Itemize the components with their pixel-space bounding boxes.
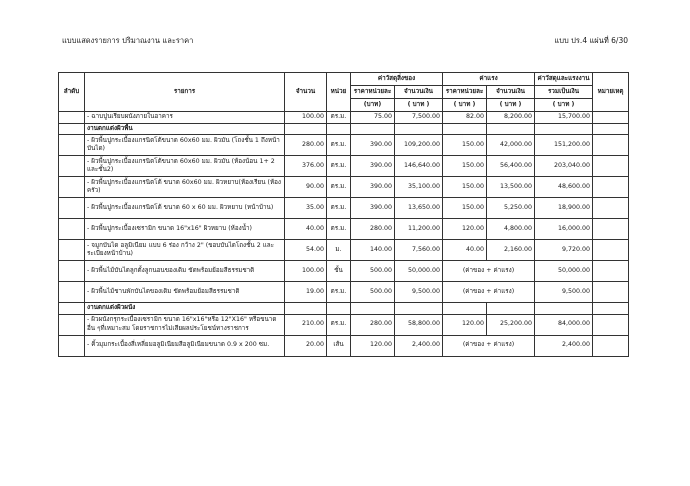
mat-amount-cell: 9,500.00 — [395, 282, 443, 303]
remark-cell — [593, 219, 629, 240]
table-row — [59, 219, 629, 240]
total-cell: 151,200.00 — [535, 135, 593, 156]
col-lab-unit-price: ราคาหน่วยละ — [443, 86, 487, 99]
remark-cell — [593, 282, 629, 303]
item-description: - ผิวพื้นไม้ชานพักบันไดของเดิม ขัดพร้อมย้อมสีธรรมชาติ — [85, 282, 285, 303]
item-description: - ผิวพื้นปูกระเบื้องแกรนิตโต้ ขนาด 60 x 60 มม. ผิวหยาบ (หน้าบ้าน) — [85, 198, 285, 219]
section-heading: งานตกแต่งผิวผนัง — [85, 303, 285, 315]
empty-cell — [351, 303, 395, 315]
total-cell: 48,600.00 — [535, 177, 593, 198]
unit-cell: ตร.ม. — [327, 282, 351, 303]
seq-cell — [59, 219, 85, 240]
qty-cell: 20.00 — [285, 335, 327, 356]
remark-cell — [593, 177, 629, 198]
item-description: - ผิวพื้นปูกระเบื้องแกรนิตโต้ ขนาด 60x60 มม. ผิวหยาบ(ห้องเรียน (ห้องครัว) — [85, 177, 285, 198]
col-total-group: ค่าวัสดุและแรงงาน — [535, 73, 593, 86]
empty-cell — [593, 303, 629, 315]
lab-unit-price-cell: 120.00 — [443, 314, 487, 335]
qty-cell: 40.00 — [285, 219, 327, 240]
unit-cell: ตร.ม. — [327, 135, 351, 156]
unit-cell: ม. — [327, 240, 351, 261]
col-total-sub: รวมเป็นเงิน — [535, 86, 593, 99]
unit-cell: ตร.ม. — [327, 219, 351, 240]
mat-unit-price-cell: 280.00 — [351, 219, 395, 240]
qty-cell: 100.00 — [285, 112, 327, 124]
lab-amount-cell: 2,160.00 — [487, 240, 535, 261]
qty-cell: 100.00 — [285, 261, 327, 282]
empty-cell — [593, 123, 629, 135]
table-row — [59, 135, 629, 156]
seq-cell — [59, 240, 85, 261]
lab-amount-cell: 8,200.00 — [487, 112, 535, 124]
lab-amount-cell: 56,400.00 — [487, 156, 535, 177]
mat-unit-price-cell: 390.00 — [351, 156, 395, 177]
mat-amount-cell: 7,560.00 — [395, 240, 443, 261]
mat-unit-price-cell: 75.00 — [351, 112, 395, 124]
form-reference: แบบ ปร.4 แผ่นที่ 6/30 — [554, 36, 628, 45]
unit-cell: ตร.ม. — [327, 156, 351, 177]
empty-cell — [535, 123, 593, 135]
lab-amount-cell: 25,200.00 — [487, 314, 535, 335]
boq-table — [58, 72, 629, 357]
lab-unit-price-cell: 120.00 — [443, 219, 487, 240]
mat-unit-price-cell: 140.00 — [351, 240, 395, 261]
qty-cell: 210.00 — [285, 314, 327, 335]
remark-cell — [593, 156, 629, 177]
qty-cell: 280.00 — [285, 135, 327, 156]
remark-cell — [593, 240, 629, 261]
qty-cell: 90.00 — [285, 177, 327, 198]
seq-cell — [59, 135, 85, 156]
table-row — [59, 240, 629, 261]
col-mat-amount: จำนวนเงิน — [395, 86, 443, 99]
mat-amount-cell: 7,500.00 — [395, 112, 443, 124]
mat-amount-cell: 11,200.00 — [395, 219, 443, 240]
table-row — [59, 261, 629, 282]
lab-amount-cell: 42,000.00 — [487, 135, 535, 156]
qty-cell: 54.00 — [285, 240, 327, 261]
lab-unit-price-cell: 150.00 — [443, 177, 487, 198]
seq-cell — [59, 112, 85, 124]
seq-cell — [59, 303, 85, 315]
col-unit: หน่วย — [327, 73, 351, 112]
table-row — [59, 282, 629, 303]
total-cell: 203,040.00 — [535, 156, 593, 177]
unit-cell: ตร.ม. — [327, 177, 351, 198]
col-labor-group: ค่าแรง — [443, 73, 535, 86]
total-cell: 15,700.00 — [535, 112, 593, 124]
empty-cell — [395, 123, 443, 135]
mat-unit-price-cell: 120.00 — [351, 335, 395, 356]
remark-cell — [593, 198, 629, 219]
col-item: รายการ — [85, 73, 285, 112]
col-qty: จำนวน — [285, 73, 327, 112]
total-cell: 84,000.00 — [535, 314, 593, 335]
total-cell: 16,000.00 — [535, 219, 593, 240]
seq-cell — [59, 314, 85, 335]
mat-amount-cell: 58,800.00 — [395, 314, 443, 335]
col-mat-unit-price: ราคาหน่วยละ — [351, 86, 395, 99]
col-baht: ( บาท ) — [443, 99, 487, 112]
document-title: แบบแสดงรายการ ปริมาณงาน และราคา — [62, 36, 194, 45]
table-row — [59, 112, 629, 124]
unit-cell: เส้น — [327, 335, 351, 356]
mat-amount-cell: 109,200.00 — [395, 135, 443, 156]
seq-cell — [59, 335, 85, 356]
section-row — [59, 303, 629, 315]
empty-cell — [535, 303, 593, 315]
combined-note-cell: (ค่าของ + ค่าแรง) — [443, 282, 535, 303]
remark-cell — [593, 261, 629, 282]
col-baht: ( บาท ) — [487, 99, 535, 112]
total-cell: 2,400.00 — [535, 335, 593, 356]
remark-cell — [593, 314, 629, 335]
empty-cell — [487, 123, 535, 135]
mat-amount-cell: 2,400.00 — [395, 335, 443, 356]
col-lab-amount: จำนวนเงิน — [487, 86, 535, 99]
total-cell: 18,900.00 — [535, 198, 593, 219]
empty-cell — [395, 303, 443, 315]
lab-unit-price-cell: 150.00 — [443, 156, 487, 177]
col-material-group: ค่าวัสดุสิ่งของ — [351, 73, 443, 86]
empty-cell — [487, 303, 535, 315]
table-row — [59, 335, 629, 356]
seq-cell — [59, 198, 85, 219]
lab-unit-price-cell: 40.00 — [443, 240, 487, 261]
remark-cell — [593, 112, 629, 124]
lab-amount-cell: 5,250.00 — [487, 198, 535, 219]
lab-unit-price-cell: 150.00 — [443, 135, 487, 156]
lab-amount-cell: 4,800.00 — [487, 219, 535, 240]
empty-cell — [327, 303, 351, 315]
item-description: - ผิวผนังกรุกระเบื้องเซรามิก ขนาด 16"x16"หรือ 12"X16" หรือขนาดอื่น ๆที่เหมาะสม โดยราชการไม่เสียผลประโยชน์ทางราชการ — [85, 314, 285, 335]
item-description: - ผิวพื้นปูกระเบื้องเซรามิก ขนาด 16"x16" ผิวหยาบ (ห้องน้ำ) — [85, 219, 285, 240]
seq-cell — [59, 123, 85, 135]
total-cell: 9,720.00 — [535, 240, 593, 261]
mat-unit-price-cell: 500.00 — [351, 282, 395, 303]
empty-cell — [443, 123, 487, 135]
total-cell: 50,000.00 — [535, 261, 593, 282]
qty-cell: 376.00 — [285, 156, 327, 177]
mat-amount-cell: 50,000.00 — [395, 261, 443, 282]
col-remark: หมายเหตุ — [593, 73, 629, 112]
col-baht: ( บาท ) — [535, 99, 593, 112]
item-description: - ฉาบปูนเรียบผนังภายในอาคาร — [85, 112, 285, 124]
item-description: - ผิวพื้นปูกระเบื้องแกรนิตโต้ขนาด 60x60 มม. ผิวมัน (ห้องน้อน 1+ 2 และชั้น2) — [85, 156, 285, 177]
remark-cell — [593, 135, 629, 156]
col-baht: ( บาท ) — [395, 99, 443, 112]
mat-amount-cell: 146,640.00 — [395, 156, 443, 177]
seq-cell — [59, 177, 85, 198]
table-row — [59, 198, 629, 219]
mat-unit-price-cell: 500.00 — [351, 261, 395, 282]
lab-unit-price-cell: 150.00 — [443, 198, 487, 219]
empty-cell — [327, 123, 351, 135]
unit-cell: ขั้น — [327, 261, 351, 282]
mat-unit-price-cell: 390.00 — [351, 177, 395, 198]
section-row — [59, 123, 629, 135]
combined-note-cell: (ค่าของ + ค่าแรง) — [443, 261, 535, 282]
unit-cell: ตร.ม. — [327, 198, 351, 219]
empty-cell — [351, 123, 395, 135]
table-row — [59, 156, 629, 177]
seq-cell — [59, 261, 85, 282]
seq-cell — [59, 156, 85, 177]
qty-cell: 35.00 — [285, 198, 327, 219]
qty-cell: 19.00 — [285, 282, 327, 303]
boq-body — [59, 112, 629, 357]
item-description: - จมูกบันได อลูมิเนียม แบบ 6 ร่อง กว้าง 2" (ขอบบันไดโถงชั้น 2 และระเบียงหน้าบ้าน) — [85, 240, 285, 261]
empty-cell — [285, 303, 327, 315]
unit-cell: ตร.ม. — [327, 314, 351, 335]
item-description: - ผิวพื้นปูกระเบื้องแกรนิตโต้ขนาด 60x60 มม. ผิวมัน (โถงชั้น 1 ถึงหน้าบันได) — [85, 135, 285, 156]
unit-cell: ตร.ม. — [327, 112, 351, 124]
combined-note-cell: (ค่าของ + ค่าแรง) — [443, 335, 535, 356]
seq-cell — [59, 282, 85, 303]
remark-cell — [593, 335, 629, 356]
mat-unit-price-cell: 390.00 — [351, 135, 395, 156]
col-baht: (บาท) — [351, 99, 395, 112]
empty-cell — [285, 123, 327, 135]
mat-unit-price-cell: 280.00 — [351, 314, 395, 335]
table-row — [59, 314, 629, 335]
mat-amount-cell: 35,100.00 — [395, 177, 443, 198]
total-cell: 9,500.00 — [535, 282, 593, 303]
item-description: - ผิวพื้นไม้บันไดลูกตั้งลูกนอนของเดิม ขัดพร้อมย้อมสีธรรมชาติ — [85, 261, 285, 282]
lab-unit-price-cell: 82.00 — [443, 112, 487, 124]
col-seq: ลำดับ — [59, 73, 85, 112]
table-row — [59, 177, 629, 198]
item-description: - คิ้วมุมกระเบื้องสี่เหลี่ยมอลูมิเนียมสีอลูมิเนียมขนาด 0.9 x 200 ซม. — [85, 335, 285, 356]
mat-amount-cell: 13,650.00 — [395, 198, 443, 219]
empty-cell — [443, 303, 487, 315]
section-heading: งานตกแต่งผิวพื้น — [85, 123, 285, 135]
mat-unit-price-cell: 390.00 — [351, 198, 395, 219]
lab-amount-cell: 13,500.00 — [487, 177, 535, 198]
